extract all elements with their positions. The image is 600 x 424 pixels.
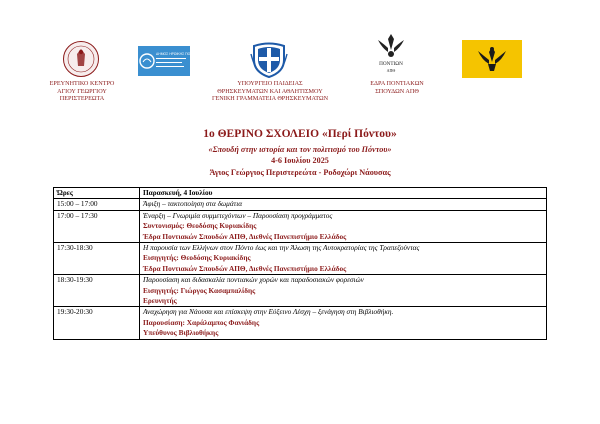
event-location: Άγιος Γεώργιος Περιστερεώτα - Ροδοχώρι Νάουσας (209, 168, 391, 177)
row-description: Αναχώρηση για Νάουσα και επίσκεψη στην Εύξεινο Λέσχη – ξενάγηση στη Βιβλιοθήκη. Παρουσίαση: Χαράλαμπος Φανιάδης Υπεύθυνος Βιβλιοθήκης (140, 307, 547, 339)
table-header-row (54, 188, 547, 199)
event-dates: 4-6 Ιουλίου 2025 (271, 156, 329, 165)
row-time: 18:30-19:30 (54, 275, 140, 307)
row-description: Έναρξη – Γνωριμία συμμετεχόντων – Παρουσίαση προγράμματος Συντονισμός: Θεοδόσης Κυριακίδης Έδρα Ποντιακών Σπουδών ΑΠΘ, Διεθνές Πανεπιστήμιο Ελλάδος (140, 210, 547, 242)
table-row (54, 243, 547, 275)
row-description: Η παρουσία των Ελλήνων στον Πόντο έως και την Άλωση της Αυτοκρατορίας της Τραπεζούντας Εισηγητής: Θεοδόσης Κυριακίδης Έδρα Ποντιακών Σπουδών ΑΠΘ, Διεθνές Πανεπιστήμιο Ελλάδος (140, 243, 547, 275)
pontion-logo-text: ΠΟΝΤΙΩΝ (379, 61, 403, 67)
header-day: Παρασκευή, 4 Ιουλίου (140, 188, 547, 199)
row-time: 19:30-20:30 (54, 307, 140, 339)
page-subtitle: «Σπουδή στην ιστορία και τον πολιτισμό του Πόντου» (208, 145, 392, 154)
header-hours: Ώρες (54, 188, 140, 199)
research-center-seal-logo (62, 40, 100, 78)
page-title: 1ο ΘΕΡΙΝΟ ΣΧΟΛΕΙΟ «Περί Πόντου» (203, 128, 397, 140)
org-research-center: ΕΡΕΥΝΗΤΙΚΟ ΚΕΝΤΡΟ ΑΓΙΟΥ ΓΕΩΡΓΙΟΥ ΠΕΡΙΣΤΕΡΕΩΤΑ (49, 80, 115, 103)
row-time: 17:00 – 17:30 (54, 210, 140, 242)
pontion-logo (374, 30, 408, 76)
dimos-naousas-logo (138, 46, 214, 76)
org-ministry: ΥΠΟΥΡΓΕΙΟ ΠΑΙΔΕΙΑΣ ΘΡΗΣΚΕΥΜΑΤΩΝ ΚΑΙ ΑΘΛΗΤΙΣΜΟΥ ΓΕΝΙΚΗ ΓΡΑΜΜΑΤΕΙΑ ΘΡΗΣΚΕΥΜΑΤΩΝ (211, 80, 329, 103)
row-description: Παρουσίαση και διδασκαλία ποντιακών χορών και παραδοσιακών φορεσιών Εισηγητής: Γιώργος Κασαμπαλίδης Ερευνητής (140, 275, 547, 307)
program-table (53, 187, 547, 340)
table-row (54, 307, 547, 339)
pontic-flag-logo (462, 40, 522, 78)
row-description: Άφιξη – τακτοποίηση στα δωμάτια (140, 199, 547, 210)
table-row (54, 275, 547, 307)
row-time: 15:00 – 17:00 (54, 199, 140, 210)
dimos-logo-text: ΔΗΜΟΣ ΗΡΩΙΚΗΣ ΠΟΛΗΣ ΝΑΟΥΣΑΣ (156, 52, 214, 56)
org-pontic-studies-chair: ΕΔΡΑ ΠΟΝΤΙΑΚΩΝ ΣΠΟΥΔΩΝ ΑΠΘ (370, 80, 424, 95)
greek-state-emblem-logo (250, 40, 288, 78)
row-time: 17:30-18:30 (54, 243, 140, 275)
table-row (54, 199, 547, 210)
table-row (54, 210, 547, 242)
pontion-logo-subtext: ΑΠΘ (386, 68, 396, 73)
